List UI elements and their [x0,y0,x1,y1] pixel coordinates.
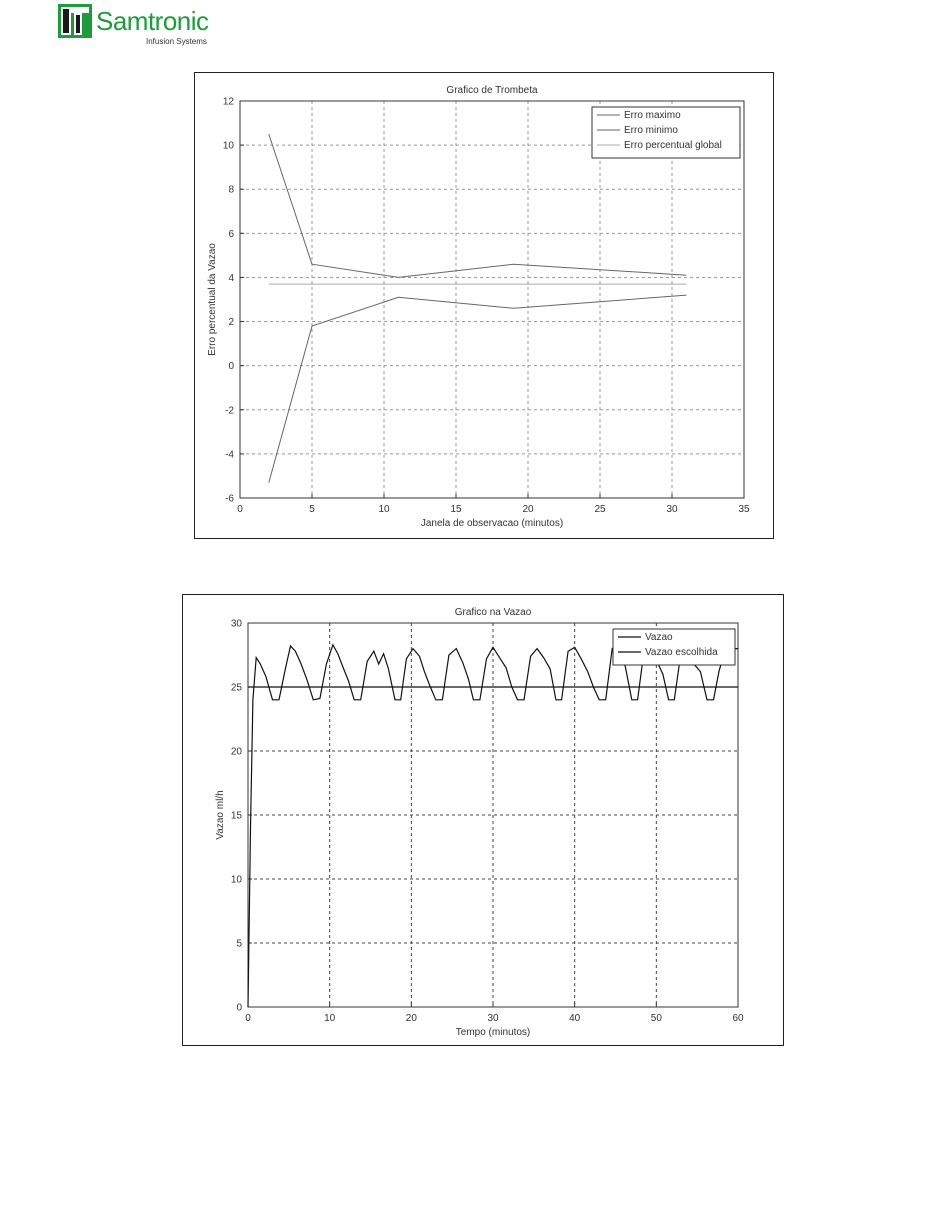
chart1-x-tick-label: 10 [378,504,390,515]
chart2-x-tick-label: 60 [732,1013,744,1024]
trumpet-chart [195,73,773,538]
chart1-y-tick-label: 4 [228,272,234,284]
chart1-y-tick-label: 0 [228,361,234,373]
chart1-plot-area [240,101,744,498]
chart1-title: Grafico de Trombeta [446,85,538,96]
chart1-y-tick-label: 10 [222,140,234,152]
samtronic-logo-mark-icon [58,4,92,38]
chart1-y-tick-label: 12 [222,96,234,108]
flow-chart-figure [182,594,784,1046]
chart2-y-tick-label: 0 [236,1002,242,1014]
trumpet-chart-figure [194,72,774,539]
flow-chart [183,595,783,1045]
chart2-x-axis-label: Tempo (minutos) [455,1027,531,1038]
chart2-y-tick-label: 5 [236,938,242,950]
chart1-x-tick-label: 15 [450,504,462,515]
chart1-y-axis-label: Erro percentual da Vazao [207,243,218,356]
chart1-y-tick-label: -2 [225,405,234,417]
chart1-x-tick-label: 25 [594,504,606,515]
chart1-y-tick-label: 6 [228,228,234,240]
chart2-y-axis-label: Vazao ml/h [215,790,226,840]
chart2-x-tick-label: 0 [245,1013,251,1024]
chart2-title: Grafico na Vazao [454,607,532,618]
chart1-legend-entry: Erro maximo [624,110,681,121]
chart2-y-tick-label: 10 [230,874,242,886]
samtronic-logo [58,4,228,48]
chart1-legend-entry: Erro minimo [624,125,678,136]
chart1-legend-entry: Erro percentual global [624,140,722,151]
chart2-x-tick-label: 10 [324,1013,336,1024]
chart2-x-tick-label: 20 [405,1013,417,1024]
chart2-x-tick-label: 50 [650,1013,662,1024]
chart1-y-tick-label: -6 [225,493,234,505]
chart2-y-tick-label: 15 [230,810,242,822]
chart1-x-tick-label: 20 [522,504,534,515]
chart1-x-tick-label: 30 [666,504,678,515]
chart1-y-tick-label: -4 [225,449,234,461]
chart2-legend-entry: Vazao [645,632,673,643]
chart1-x-tick-label: 5 [309,504,315,515]
chart2-y-tick-label: 25 [230,682,242,694]
chart2-y-tick-label: 30 [230,618,242,630]
brand-name: Samtronic [96,6,209,36]
brand-tagline: Infusion Systems [146,37,207,46]
chart2-y-tick-label: 20 [230,746,242,758]
chart1-x-axis-label: Janela de observacao (minutos) [420,518,564,529]
chart1-y-tick-label: 8 [228,184,234,196]
chart2-legend-entry: Vazao escolhida [645,647,718,658]
chart1-x-tick-label: 35 [738,504,750,515]
chart1-y-tick-label: 2 [228,317,234,329]
chart1-x-tick-label: 0 [237,504,243,515]
chart2-x-tick-label: 40 [569,1013,581,1024]
chart2-x-tick-label: 30 [487,1013,499,1024]
